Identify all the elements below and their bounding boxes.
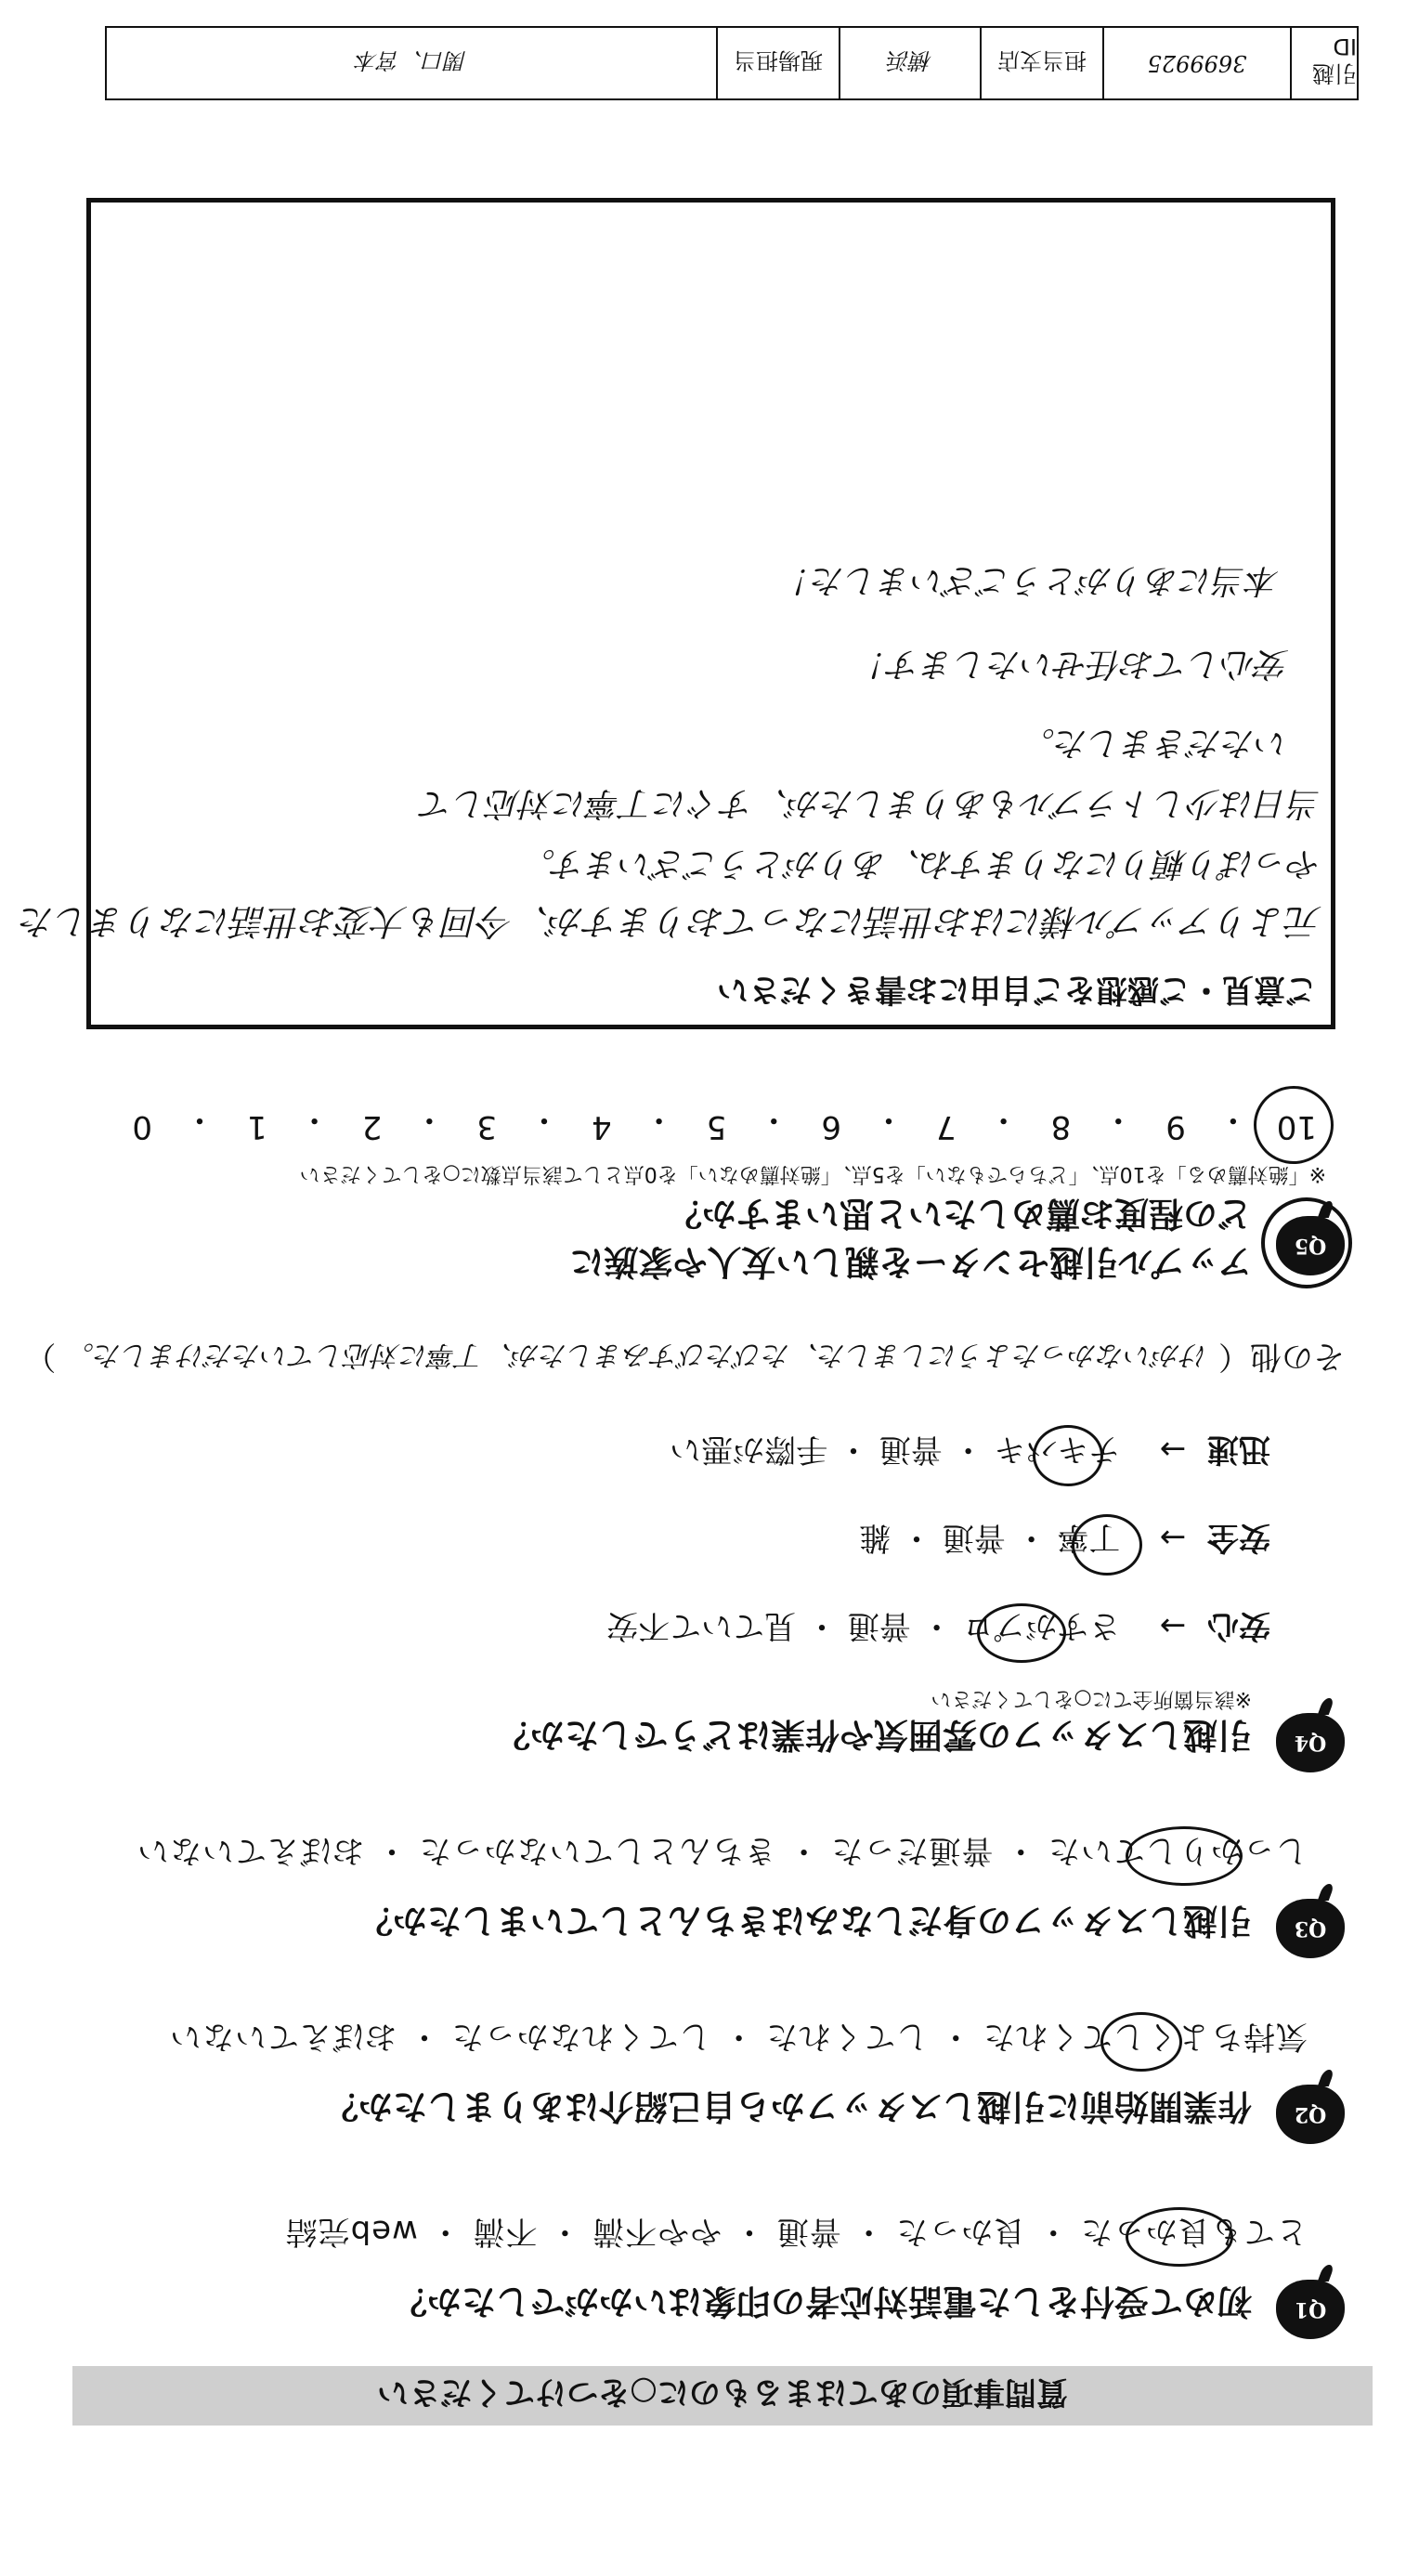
q4-row-options[interactable]: さすがプロ ・ 普通 ・ 見ていて不安	[606, 1607, 1121, 1644]
q4-row-label: 安心	[1207, 1607, 1270, 1644]
q4-row-label: 迅速	[1207, 1431, 1270, 1468]
scale-option[interactable]: 0	[132, 1108, 152, 1145]
q5-badge-circle	[1261, 1197, 1352, 1288]
q2-badge: Q2	[1276, 2085, 1345, 2144]
arrow-right-icon: →	[1159, 1431, 1187, 1468]
q5-badge: Q5	[1276, 1216, 1345, 1275]
q5-selected-circle	[1254, 1086, 1334, 1164]
q4-row-other	[24, 1337, 1345, 1382]
scale-option[interactable]: 10	[1276, 1108, 1317, 1145]
id-label: 引越ID	[1290, 28, 1357, 98]
leader-value: 関口、宮本	[356, 47, 467, 74]
scale-option[interactable]: 8	[1050, 1108, 1072, 1145]
scale-option[interactable]: 7	[935, 1108, 957, 1145]
comment-line-4: いただきました。	[1021, 724, 1289, 762]
q4-row-options[interactable]: 丁寧 ・ 普通 ・ 雑	[859, 1519, 1121, 1556]
scale-option[interactable]: 2	[361, 1108, 383, 1145]
q5-text-line2: どの程度お薦めしたいと思いますか？	[668, 1194, 1252, 1234]
q3-answer-circle	[1126, 1826, 1243, 1886]
q3-badge: Q3	[1276, 1899, 1345, 1958]
question-1	[63, 2209, 1345, 2339]
q1-text: 初めて受付をした電話対応者の印象はいかがでしたか？	[393, 2282, 1252, 2321]
q4-other-close: ）	[24, 1338, 57, 1375]
q4-speed-circle	[1033, 1425, 1103, 1486]
comment-line-1: 元よりアップル様にはお世話になっておりますが、今回も大変お世話になりました	[20, 901, 1321, 942]
q2-answer-circle	[1100, 2012, 1182, 2072]
q5-text-line1: アップル引越センターを親しい友人や家族に	[569, 1242, 1252, 1282]
q2-text: 作業開始前に引越しスタッフから自己紹介はありましたか？	[324, 2086, 1252, 2126]
q4-row-speed	[670, 1430, 1270, 1475]
q1-badge: Q1	[1276, 2280, 1345, 2339]
comment-title: ご意見・ご感想をご自由にお書きください	[717, 971, 1317, 1008]
q4-safety-circle	[1072, 1514, 1142, 1576]
leader-label: 現場担当	[716, 28, 839, 98]
scale-option[interactable]: 5	[706, 1108, 727, 1145]
q5-scale: 10 ・ 9 ・ 8 ・ 7 ・ 6 ・ 5 ・ 4 ・ 3 ・ 2 ・ 1 ・ 0	[128, 1100, 1317, 1145]
instruction-text: 質問事項のあてはまるものに○をつけてください	[377, 2373, 1068, 2412]
branch-label: 担当支店	[980, 28, 1102, 98]
q3-text: 引越しスタッフの身だしなみはきちんとしていましたか？	[358, 1901, 1252, 1941]
comment-line-6: 本当にありがとうございました！	[777, 561, 1280, 599]
branch-value: 横浜	[839, 28, 980, 98]
q5-note: ※「絶対薦める」を10点、「どちらでもない」を5点、「絶対薦めない」を0点として該当点数に○をしてください	[299, 1162, 1326, 1185]
q1-options[interactable]: とても良かった ・ 良かった ・ 普通 ・ やや不満 ・ 不満 ・ web完結	[284, 2213, 1308, 2250]
id-value: 3699925	[1102, 28, 1290, 98]
arrow-right-icon: →	[1159, 1607, 1187, 1644]
instruction-banner	[72, 2366, 1373, 2426]
q3-options[interactable]: しっかりしていた ・ 普通だった ・ きちんとしていなかった ・ おぼえていない	[137, 1832, 1308, 1869]
id-table	[105, 26, 1359, 100]
scale-option[interactable]: 6	[821, 1108, 841, 1145]
scale-option[interactable]: 9	[1165, 1108, 1186, 1145]
scale-option[interactable]: 3	[476, 1108, 497, 1145]
q4-badge: Q4	[1276, 1713, 1345, 1772]
q4-reassurance-circle	[977, 1603, 1066, 1663]
q4-row-safety	[859, 1518, 1270, 1563]
question-5	[63, 1145, 1345, 1294]
q2-options[interactable]: 気持ちよくしてくれた ・ してくれた ・ してくれなかった ・ おぼえていない	[169, 2018, 1308, 2055]
comment-line-3: 当日は少しトラブルもありましたが、すぐに丁寧に対応して	[420, 784, 1321, 822]
scale-option[interactable]: 1	[247, 1108, 267, 1145]
q4-note: ※該当箇所全てに○をしてください	[931, 1687, 1252, 1710]
q4-other-label: その他（	[1218, 1338, 1345, 1375]
question-2	[63, 2014, 1345, 2144]
arrow-right-icon: →	[1159, 1519, 1187, 1556]
q4-row-options[interactable]: テキパキ ・ 普通 ・ 手際が悪い	[670, 1431, 1121, 1468]
comment-line-5: 安心してお任せいたします！	[853, 645, 1289, 683]
scale-option[interactable]: 4	[591, 1108, 612, 1145]
comment-line-2: やっぱり頼りになりますね、ありがとうございます。	[521, 844, 1321, 883]
q1-answer-circle	[1126, 2207, 1233, 2267]
question-3	[63, 1828, 1345, 1958]
question-4	[24, 1289, 1345, 1772]
q4-row-label: 安全	[1207, 1519, 1270, 1556]
q4-other-handwriting[interactable]: けがいなかったようにしました、たびたびすみましたが、丁寧に対応していただけました。	[66, 1339, 1209, 1371]
q4-row-reassurance	[606, 1606, 1270, 1652]
q4-text: 引越しスタッフの雰囲気や作業はどうでしたか？	[496, 1715, 1252, 1755]
